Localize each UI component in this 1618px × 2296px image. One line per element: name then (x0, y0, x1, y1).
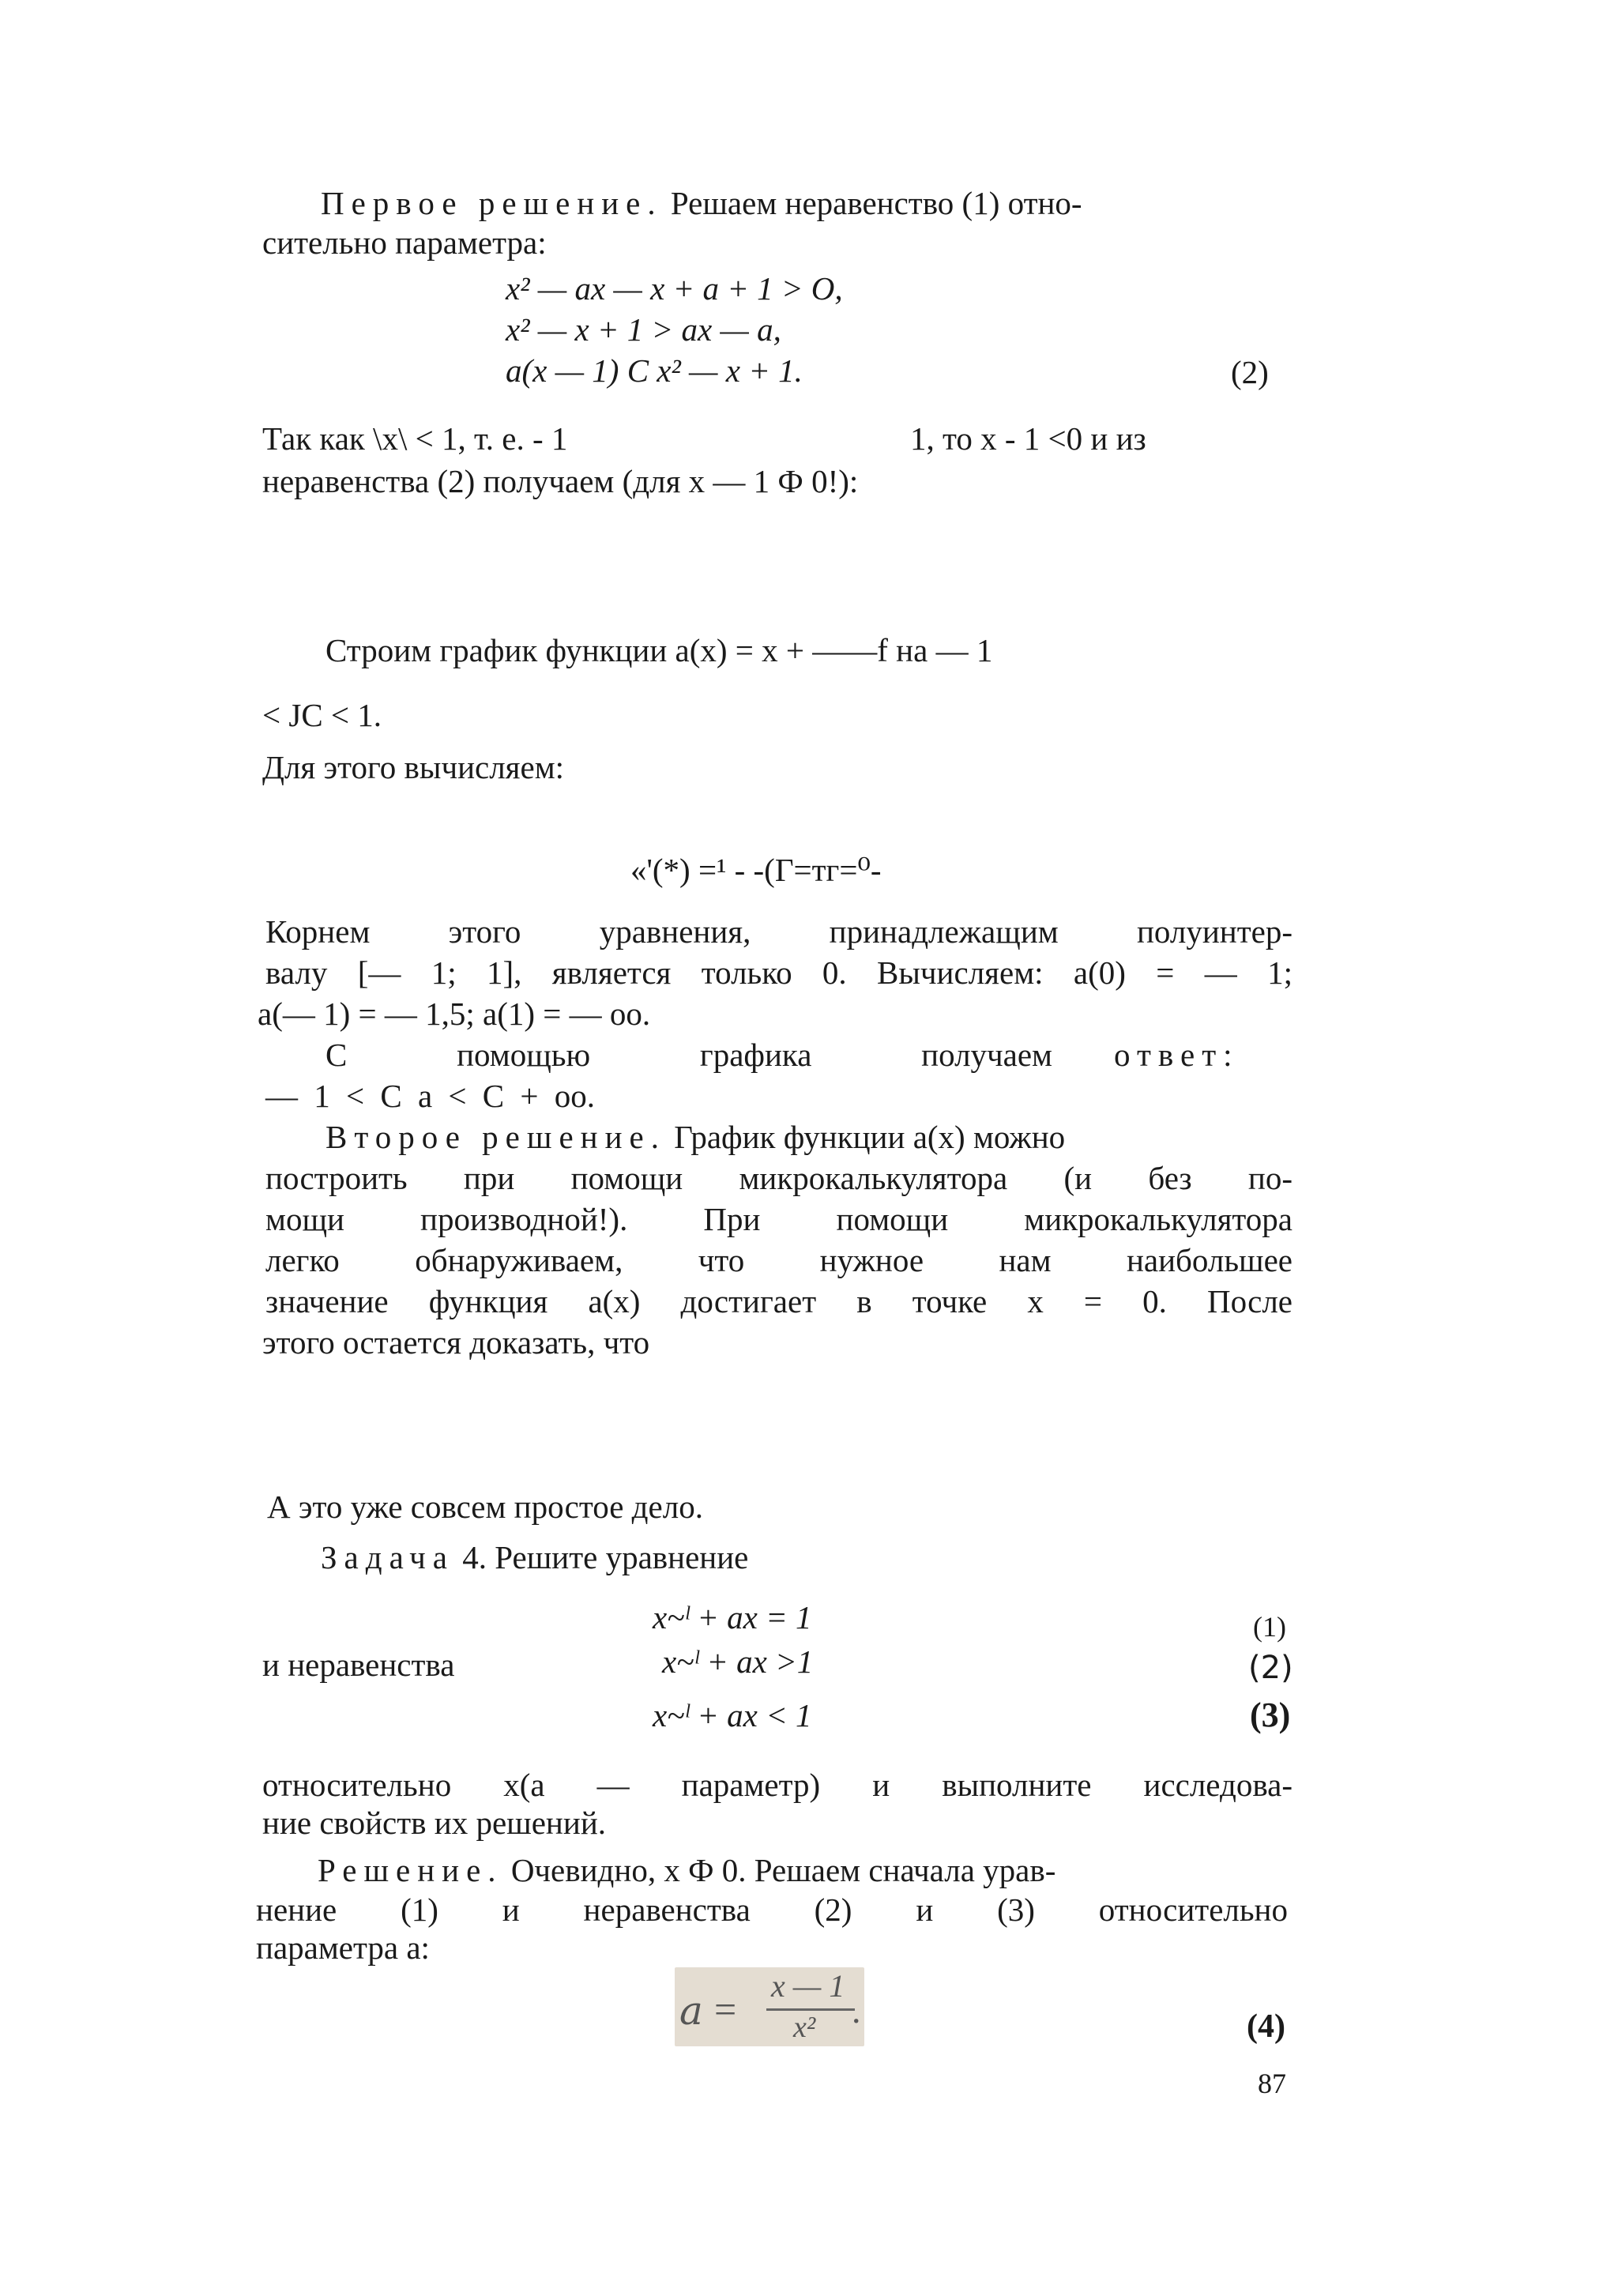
formula-4-equals: = (714, 1987, 737, 2031)
paragraph-first-solution-line2: сительно параметра: (262, 224, 547, 261)
formula-4-a: a (679, 1988, 703, 2034)
paragraph-second-solution-line4: легко обнаруживаем, что нужное нам наибольшее (265, 1242, 1293, 1278)
task-inequality-3: x~ˡ + ax < 1 (653, 1697, 812, 1733)
paragraph-second-solution-line1 (325, 1117, 1065, 1157)
task-equation-number-3: (3) (1250, 1696, 1291, 1734)
paragraph-simple: А это уже совсем простое дело. (267, 1489, 703, 1525)
equation-line-2: x² — x + 1 > ax — a, (506, 311, 781, 348)
formula-4-denominator: x² (793, 2011, 816, 2044)
formula-4-numerator: x — 1 (771, 1968, 845, 2004)
task-equation-number-1: (1) (1253, 1611, 1286, 1643)
paragraph-since-line1b: 1, то x - 1 <0 и из (910, 420, 1146, 457)
paragraph-root-line2: валу [— 1; 1], является только 0. Вычисляем: a(0) = — 1; (265, 954, 1293, 991)
first-solution-text: Решаем неравенство (1) отно- (670, 185, 1082, 221)
equation-line-3: a(x — 1) C x² — x + 1. (506, 352, 803, 389)
paragraph-second-solution-line3: мощи производной!). При помощи микрокалькулятора (265, 1201, 1293, 1237)
formula-4-number: (4) (1247, 2008, 1285, 2045)
paragraph-since-line1a: Так как \x\ < 1, т. е. - 1 (262, 420, 568, 457)
page-number: 87 (1258, 2068, 1286, 2099)
paragraph-root-line1: Корнем этого уравнения, принадлежащим полуинтер- (265, 913, 1293, 950)
paragraph-second-solution-line5: значение функция a(x) достигает в точке x = 0. После (265, 1283, 1293, 1319)
derivative-formula: «'(*) =¹ - -(Г=тг=⁰- (630, 852, 882, 888)
formula-4-dot: . (852, 1990, 861, 2031)
second-solution-text: График функции a(x) можно (674, 1119, 1066, 1155)
task-equation-1: x~ˡ + ax = 1 (653, 1599, 812, 1635)
paragraph-solution-line2: нение (1) и неравенства (2) и (3) относительно (256, 1891, 1288, 1928)
paragraph-plot-line2: < JC < 1. (262, 697, 382, 733)
task-inequality-2: x~ˡ + ax >1 (662, 1643, 814, 1680)
paragraph-second-solution-line2: построить при помощи микрокалькулятора (и без по- (265, 1160, 1293, 1196)
paragraph-first-solution-line1 (321, 183, 1082, 223)
paragraph-root-line3: a(— 1) = — 1,5; a(1) = — oo. (258, 996, 651, 1032)
task-label: Задача (321, 1539, 454, 1575)
task-equation-number-2: (2) (1248, 1650, 1293, 1686)
answer-label: ответ: (1114, 1037, 1240, 1073)
paragraph-second-solution-line6: этого остается доказать, что (262, 1324, 650, 1361)
task-statement: 4. Решите уравнение (462, 1539, 749, 1575)
task-4-heading-line (321, 1538, 748, 1577)
answer-range: — 1 < C a < C + oo. (265, 1078, 596, 1114)
first-solution-heading: Первое решение. (321, 185, 663, 221)
equation-number-2: (2) (1231, 354, 1269, 390)
paragraph-relative-line2: ние свойств их решений. (262, 1805, 607, 1841)
paragraph-relative-line1: относительно x(a — параметр) и выполните исследова- (262, 1767, 1293, 1803)
paragraph-plot-line3: Для этого вычисляем: (262, 749, 565, 785)
paragraph-root-line4a: С помощью графика получаем (325, 1037, 1052, 1073)
solution-text: Очевидно, x Ф 0. Решаем сначала урав- (510, 1852, 1056, 1888)
paragraph-plot-line1: Строим график функции a(x) = x + ——f на — 1 (325, 632, 993, 668)
paragraph-solution-line1 (318, 1850, 1055, 1890)
task-inequalities-label: и неравенства (262, 1647, 455, 1683)
formula-4-image (675, 1967, 864, 2046)
solution-heading: Решение. (318, 1852, 503, 1888)
paragraph-solution-line3: параметра a: (256, 1929, 430, 1966)
equation-line-1: x² — ax — x + a + 1 > O, (506, 270, 843, 307)
second-solution-heading: Второе решение. (325, 1119, 666, 1155)
paragraph-since-line2: неравенства (2) получаем (для x — 1 Ф 0!): (262, 463, 859, 499)
